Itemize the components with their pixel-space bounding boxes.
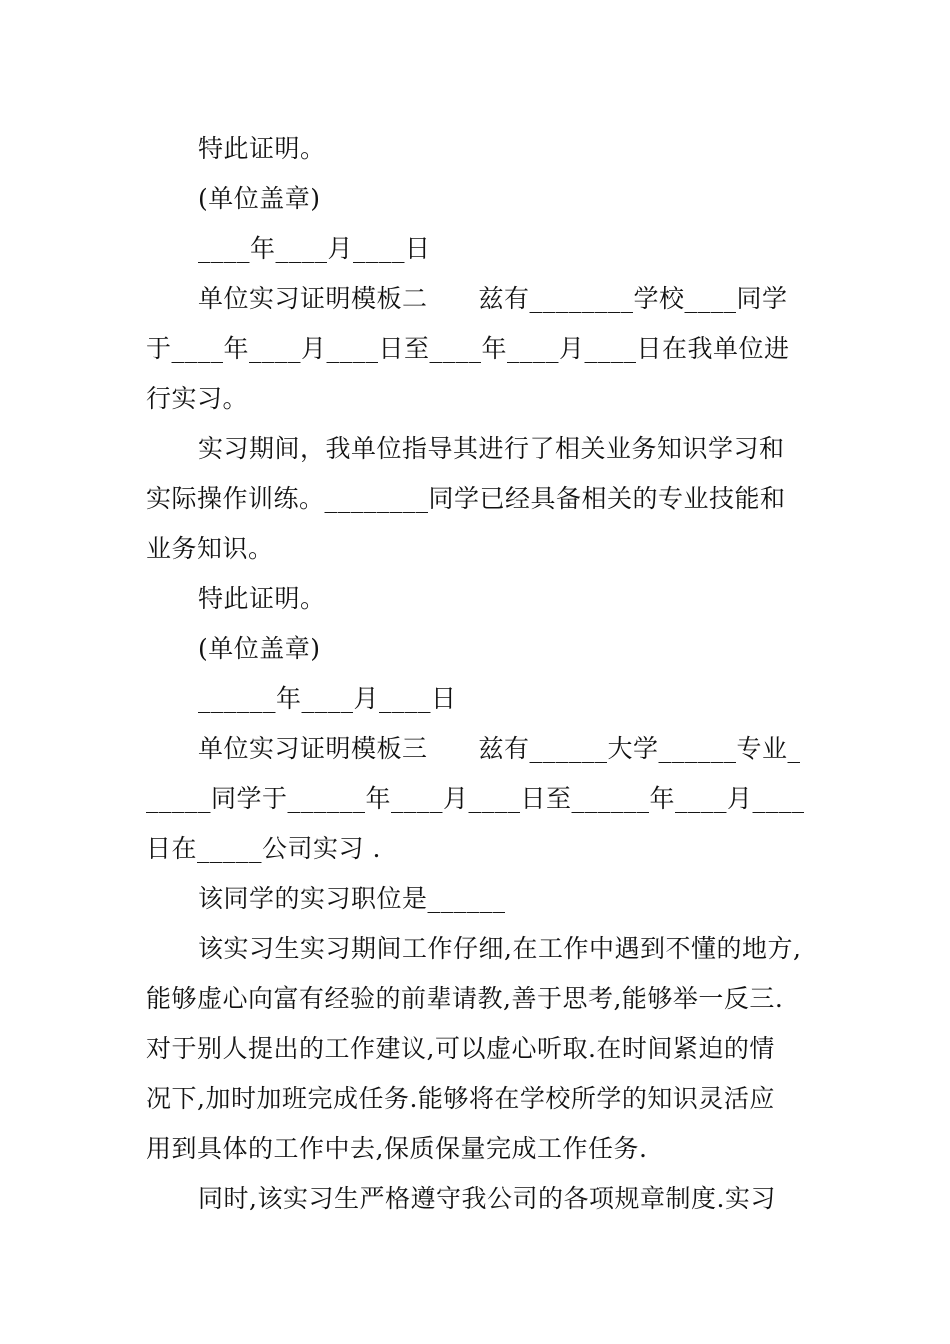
text-line: 业务知识。: [146, 534, 274, 563]
text-line: 实习期间，我单位指导其进行了相关业务知识学习和: [198, 434, 785, 463]
text-line: (单位盖章): [198, 634, 321, 663]
text-line: ______年____月____日: [198, 684, 457, 713]
text-line: 单位实习证明模板二 兹有________学校____同学: [198, 284, 788, 313]
text-line: 能够虚心向富有经验的前辈请教,善于思考,能够举一反三.: [146, 984, 784, 1013]
text-line: 于____年____月____日至____年____月____日在我单位进: [146, 334, 790, 363]
text-line: 该同学的实习职位是______: [198, 884, 506, 913]
text-line: 行实习。: [146, 384, 249, 413]
text-line: 单位实习证明模板三 兹有______大学______专业_: [198, 734, 801, 763]
text-line: 实际操作训练。________同学已经具备相关的专业技能和: [146, 484, 786, 513]
document-body: [146, 124, 810, 1224]
text-line: 该实习生实习期间工作仔细,在工作中遇到不懂的地方,: [198, 934, 802, 963]
text-line: _____同学于______年____月____日至______年____月____: [146, 784, 805, 813]
text-line: 特此证明。: [198, 584, 326, 613]
text-line: 同时,该实习生严格遵守我公司的各项规章制度.实习: [198, 1184, 776, 1213]
text-line: 对于别人提出的工作建议,可以虚心听取.在时间紧迫的情: [146, 1034, 775, 1063]
text-line: 用到具体的工作中去,保质保量完成工作任务.: [146, 1134, 648, 1163]
text-line: 特此证明。: [198, 134, 326, 163]
text-line: ____年____月____日: [198, 234, 431, 263]
text-line: (单位盖章): [198, 184, 321, 213]
text-line: 况下,加时加班完成任务.能够将在学校所学的知识灵活应: [146, 1084, 775, 1113]
text-line: 日在_____公司实习 .: [146, 834, 381, 863]
